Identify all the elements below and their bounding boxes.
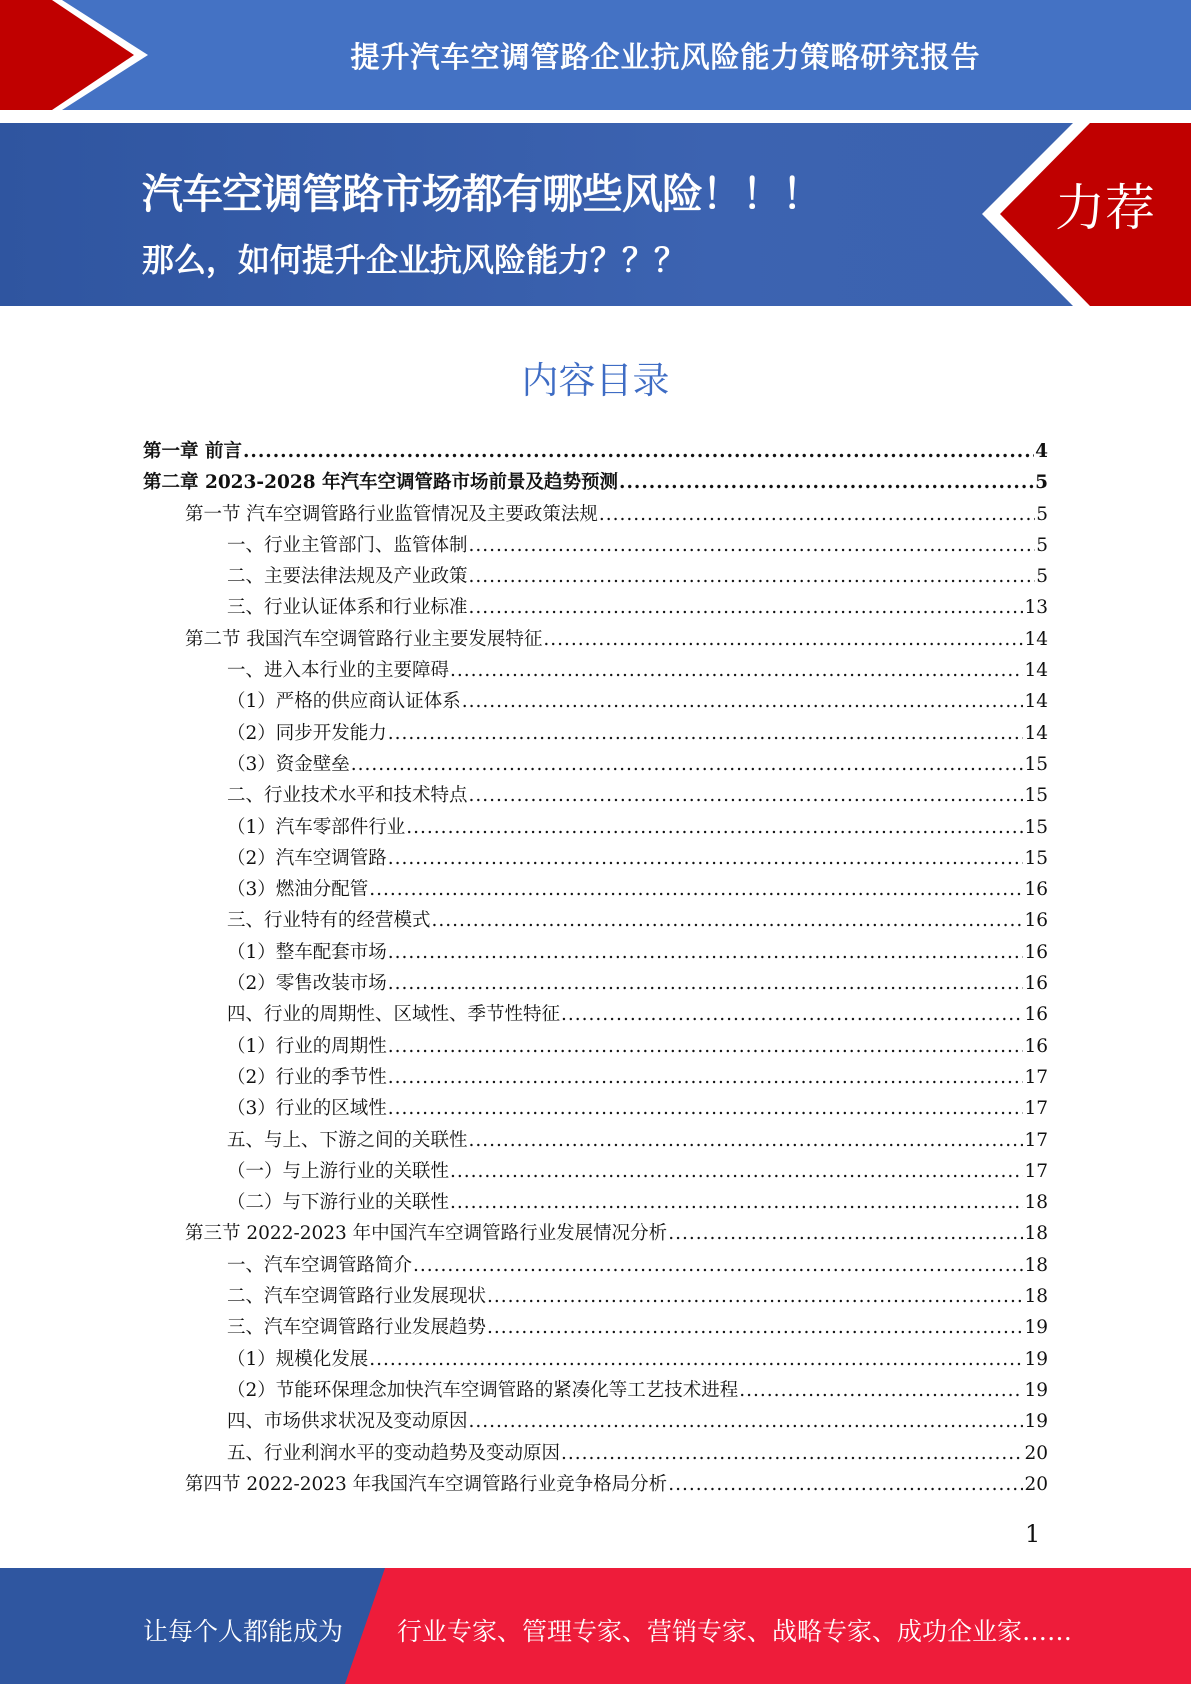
toc-entry-page: 17 (1024, 1129, 1048, 1151)
toc-entry[interactable] (143, 813, 1048, 844)
toc-entry-page: 4 (1035, 441, 1048, 462)
toc-leader-dots (619, 472, 1034, 493)
toc-leader-dots (450, 660, 1023, 681)
toc-entry-page: 16 (1024, 1035, 1048, 1057)
toc-entry-page: 19 (1024, 1317, 1048, 1339)
toc-leader-dots (561, 1443, 1023, 1464)
toc-entry[interactable] (143, 593, 1048, 624)
toc-leader-dots (469, 785, 1024, 806)
page-number: 1 (1025, 1520, 1041, 1548)
toc-entry-title: （2）汽车空调管路 (227, 847, 387, 869)
toc-leader-dots (450, 1192, 1023, 1213)
toc-entry[interactable] (143, 656, 1048, 687)
toc-entry-title: 四、行业的周期性、区域性、季节性特征 (227, 1004, 561, 1026)
toc-entry-page: 18 (1024, 1254, 1048, 1276)
toc-entry-page: 16 (1024, 1004, 1048, 1026)
toc-entry-title: （二）与下游行业的关联性 (227, 1192, 450, 1214)
toc-entry[interactable] (143, 1470, 1048, 1501)
toc-entry-title: （一）与上游行业的关联性 (227, 1160, 450, 1182)
toc-entry-page: 17 (1024, 1098, 1048, 1120)
toc-entry-title: 第一章 前言 (143, 441, 242, 462)
toc-leader-dots (561, 1004, 1023, 1025)
toc-leader-dots (543, 629, 1023, 650)
toc-entry-page: 15 (1024, 847, 1048, 869)
toc-leader-dots (469, 535, 1036, 556)
toc-leader-dots (406, 817, 1023, 838)
red-chevron-decoration (0, 0, 150, 110)
toc-entry-page: 18 (1024, 1286, 1048, 1308)
toc-leader-dots (487, 1286, 1023, 1307)
toc-entry[interactable] (143, 625, 1048, 656)
toc-leader-dots (487, 1317, 1023, 1338)
toc-entry-title: 二、汽车空调管路行业发展现状 (227, 1286, 487, 1308)
toc-leader-dots (432, 910, 1024, 931)
toc-entry-title: 四、市场供求状况及变动原因 (227, 1411, 468, 1433)
toc-leader-dots (388, 942, 1024, 963)
toc-entry-title: （1）严格的供应商认证体系 (227, 691, 461, 713)
toc-entry-title: 第二节 我国汽车空调管路行业主要发展特征 (185, 628, 543, 650)
toc-entry[interactable] (143, 500, 1048, 531)
toc-entry-title: （2）行业的季节性 (227, 1066, 387, 1088)
toc-entry-title: （1）整车配套市场 (227, 941, 387, 963)
toc-entry[interactable] (143, 969, 1048, 1000)
divider (0, 110, 1191, 123)
toc-entry-page: 5 (1035, 472, 1048, 494)
toc-entry-title: 二、主要法律法规及产业政策 (227, 566, 468, 588)
toc-entry-page: 20 (1024, 1442, 1048, 1464)
toc-leader-dots (450, 1161, 1023, 1182)
report-title: 提升汽车空调管路企业抗风险能力策略研究报告 (350, 39, 981, 74)
toc-entry-page: 19 (1024, 1348, 1048, 1370)
toc-leader-dots (243, 441, 1034, 462)
toc-entry[interactable] (143, 719, 1048, 750)
toc-entry[interactable] (143, 1032, 1048, 1063)
toc-entry-page: 14 (1024, 691, 1048, 713)
toc-entry[interactable] (143, 1439, 1048, 1470)
toc-entry-page: 14 (1024, 722, 1048, 744)
toc-entry[interactable] (143, 844, 1048, 875)
footer-banner (0, 1568, 1191, 1684)
toc-entry-title: （1）汽车零部件行业 (227, 816, 406, 838)
toc-leader-dots (668, 1474, 1023, 1495)
toc-entry[interactable] (143, 938, 1048, 969)
toc-leader-dots (369, 1349, 1023, 1370)
toc-entry-title: 二、行业技术水平和技术特点 (227, 785, 468, 807)
toc-entry[interactable] (143, 1126, 1048, 1157)
toc-entry-page: 5 (1036, 566, 1048, 588)
hero-heading: 汽车空调管路市场都有哪些风险！！！ (142, 170, 822, 218)
toc-entry-page: 17 (1024, 1066, 1048, 1088)
toc-leader-dots (413, 1255, 1023, 1276)
toc-leader-dots (388, 1098, 1024, 1119)
toc-entry-title: （1）规模化发展 (227, 1348, 369, 1370)
recommend-badge: 力荐 (1055, 179, 1155, 237)
toc-leader-dots (388, 723, 1024, 744)
toc-entry-page: 5 (1036, 503, 1048, 525)
toc-entry-title: （1）行业的周期性 (227, 1035, 387, 1057)
toc-leader-dots (388, 1036, 1024, 1057)
top-banner (0, 0, 1191, 110)
toc-entry[interactable] (143, 1157, 1048, 1188)
toc-entry[interactable] (143, 1282, 1048, 1313)
toc-leader-dots (668, 1223, 1023, 1244)
toc-entry[interactable] (143, 687, 1048, 718)
toc-entry-title: （3）行业的区域性 (227, 1098, 387, 1120)
toc-entry-page: 16 (1024, 973, 1048, 995)
toc-entry-page: 5 (1036, 534, 1048, 556)
toc-entry-page: 20 (1024, 1473, 1048, 1495)
toc-entry-title: 第四节 2022-2023 年我国汽车空调管路行业竞争格局分析 (185, 1473, 668, 1495)
toc-entry[interactable] (143, 468, 1048, 499)
toc-entry[interactable] (143, 906, 1048, 937)
toc-entry[interactable] (143, 1345, 1048, 1376)
toc-leader-dots (369, 879, 1023, 900)
toc-entry-title: 第三节 2022-2023 年中国汽车空调管路行业发展情况分析 (185, 1223, 668, 1245)
toc-entry-title: 三、汽车空调管路行业发展趋势 (227, 1317, 487, 1339)
toc-entry[interactable] (143, 1407, 1048, 1438)
toc-leader-dots (351, 754, 1024, 775)
toc-leader-dots (469, 597, 1024, 618)
toc-entry-page: 16 (1024, 941, 1048, 963)
toc-entry-page: 14 (1024, 628, 1048, 650)
toc-leader-dots (388, 848, 1024, 869)
toc-entry-page: 16 (1024, 879, 1048, 901)
hero-banner (0, 123, 1191, 306)
toc-entry[interactable] (143, 437, 1048, 468)
toc-leader-dots (388, 1067, 1024, 1088)
toc-entry-page: 15 (1024, 785, 1048, 807)
toc-leader-dots (469, 566, 1036, 587)
toc-entry-page: 15 (1024, 816, 1048, 838)
toc-entry[interactable] (143, 1000, 1048, 1031)
toc-entry-title: 五、与上、下游之间的关联性 (227, 1129, 468, 1151)
toc-entry-title: 一、汽车空调管路简介 (227, 1254, 413, 1276)
toc-entry[interactable] (143, 1094, 1048, 1125)
toc-leader-dots (599, 504, 1035, 525)
toc-entry-title: 三、行业认证体系和行业标准 (227, 597, 468, 619)
toc-entry-title: （2）零售改装市场 (227, 973, 387, 995)
toc-entry-page: 14 (1024, 660, 1048, 682)
toc-entry[interactable] (143, 875, 1048, 906)
toc-entry-title: 第二章 2023-2028 年汽车空调管路市场前景及趋势预测 (143, 472, 619, 494)
toc-entry-title: （3）资金壁垒 (227, 753, 350, 775)
toc-entry-page: 19 (1024, 1411, 1048, 1433)
toc-entry[interactable] (143, 1188, 1048, 1219)
toc-entry[interactable] (143, 531, 1048, 562)
footer-slogan-right: 行业专家、管理专家、营销专家、战略专家、成功企业家…… (397, 1617, 1073, 1646)
footer-slogan-left: 让每个人都能成为 (143, 1617, 344, 1646)
table-of-contents (143, 437, 1048, 1501)
toc-entry-page: 18 (1024, 1223, 1048, 1245)
toc-entry-title: 第一节 汽车空调管路行业监管情况及主要政策法规 (185, 503, 598, 525)
toc-entry[interactable] (143, 1219, 1048, 1250)
toc-entry[interactable] (143, 1251, 1048, 1282)
toc-leader-dots (469, 1130, 1024, 1151)
toc-title: 内容目录 (521, 359, 670, 402)
toc-entry[interactable] (143, 750, 1048, 781)
toc-entry-page: 17 (1024, 1160, 1048, 1182)
toc-entry-page: 13 (1024, 597, 1048, 619)
toc-entry-title: （2）同步开发能力 (227, 722, 387, 744)
toc-entry-title: 一、进入本行业的主要障碍 (227, 660, 450, 682)
toc-entry-title: （2）节能环保理念加快汽车空调管路的紧凑化等工艺技术进程 (227, 1379, 739, 1401)
toc-entry-title: 一、行业主管部门、监管体制 (227, 534, 468, 556)
toc-entry-page: 19 (1024, 1379, 1048, 1401)
toc-entry-page: 18 (1024, 1192, 1048, 1214)
toc-entry-page: 15 (1024, 753, 1048, 775)
toc-entry-title: 五、行业利润水平的变动趋势及变动原因 (227, 1442, 561, 1464)
toc-leader-dots (462, 691, 1024, 712)
toc-entry-title: （3）燃油分配管 (227, 879, 369, 901)
toc-entry[interactable] (143, 1063, 1048, 1094)
toc-entry-page: 16 (1024, 910, 1048, 932)
toc-entry[interactable] (143, 1376, 1048, 1407)
toc-leader-dots (388, 973, 1024, 994)
toc-entry[interactable] (143, 781, 1048, 812)
toc-entry-title: 三、行业特有的经营模式 (227, 910, 431, 932)
toc-entry[interactable] (143, 1313, 1048, 1344)
hero-subheading: 那么，如何提升企业抗风险能力？？？ (142, 241, 687, 279)
toc-leader-dots (469, 1411, 1024, 1432)
toc-entry[interactable] (143, 562, 1048, 593)
toc-leader-dots (739, 1380, 1023, 1401)
